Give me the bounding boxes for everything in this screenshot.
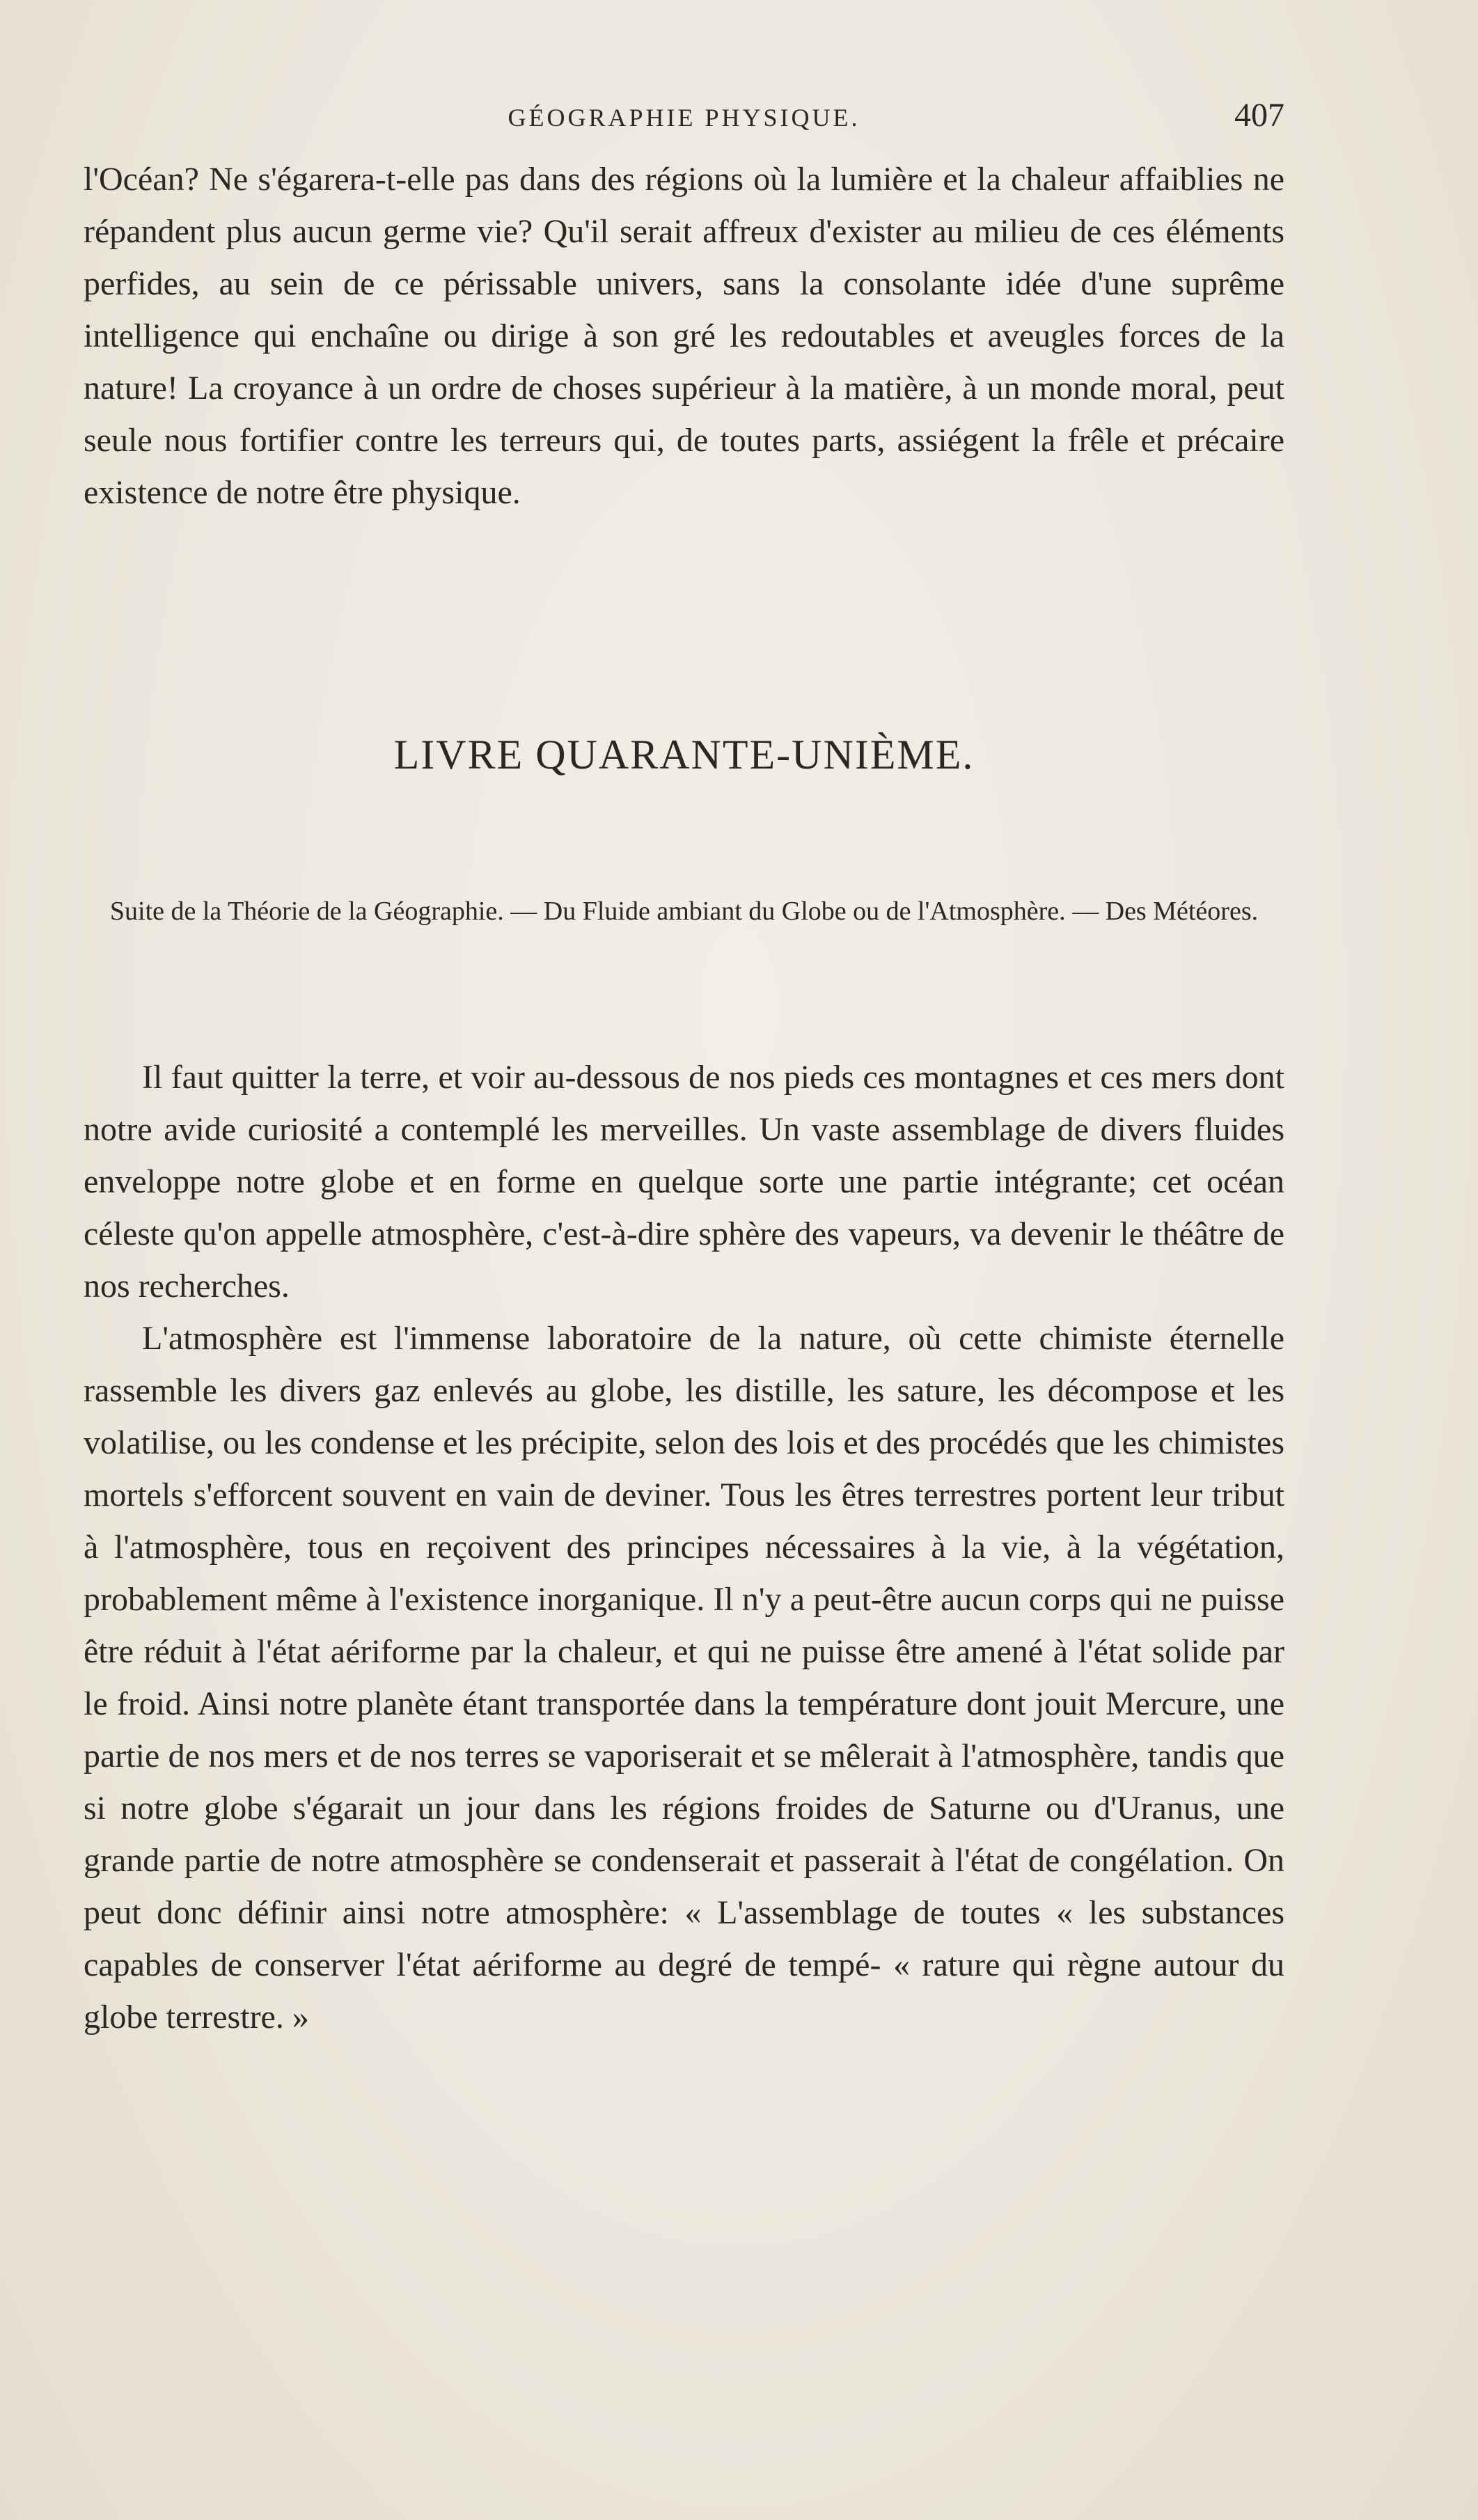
body-paragraph: L'atmosphère est l'immense laboratoire de la nature, où cette chimiste éternelle rassemble les divers gaz enlevés au globe, les distille, les sature, les décompose et les volatilise, ou les condense et les précipite, selon des lois et des procédés que les chimistes mortels s'efforcent souvent en vain de deviner. Tous les êtres terrestres portent leur tribut à l'atmosphère, tous en reçoivent des principes nécessaires à la vie, à la végétation, probablement même à l'existence inorganique. Il n'y a peut-être aucun corps qui ne puisse être réduit à l'état aériforme par la chaleur, et qui ne puisse être amené à l'état solide par le froid. Ainsi notre planète étant transportée dans la température dont jouit Mercure, une partie de nos mers et de nos terres se vaporiserait et se mêlerait à l'atmosphère, tandis que si notre globe s'égarait un jour dans les régions froides de Saturne ou d'Uranus, une grande partie de notre atmosphère se condenserait et passerait à l'état de congélation. On peut donc définir ainsi notre atmosphère: « L'assemblage de toutes « les substances capables de conserver l'état aériforme au degré de tempé- « rature qui règne autour du globe terrestre. » xyxy=(84,1320,1284,2035)
chapter-body xyxy=(84,1051,1284,2043)
page-number: 407 xyxy=(1234,97,1284,134)
chapter-summary: Suite de la Théorie de la Géographie. — Du Fluide ambiant du Globe ou de l'Atmosphère. — Des Météores. xyxy=(109,897,1259,926)
chapter-title: LIVRE QUARANTE-UNIÈME. xyxy=(393,732,975,778)
running-title: GÉOGRAPHIE PHYSIQUE. xyxy=(508,104,860,132)
body-paragraph: Il faut quitter la terre, et voir au-dessous de nos pieds ces montagnes et ces mers dont notre avide curiosité a contemplé les merveilles. Un vaste assemblage de divers fluides enveloppe notre globe et en forme en quelque sorte une partie intégrante; cet océan céleste qu'on appelle atmosphère, c'est-à-dire sphère des vapeurs, va devenir le théâtre de nos recherches. xyxy=(84,1059,1284,1305)
opening-paragraph: l'Océan? Ne s'égarera-t-elle pas dans des régions où la lumière et la chaleur affaiblies ne répandent plus aucun germe vie? Qu'il serait affreux d'exister au milieu de ces éléments perfides, au sein de ce périssable univers, sans la consolante idée d'une suprême intelligence qui enchaîne ou dirige à son gré les redoutables et aveugles forces de la nature! La croyance à un ordre de choses supérieur à la matière, à un monde moral, peut seule nous fortifier contre les terreurs qui, de toutes parts, assiégent la frêle et précaire existence de notre être physique. xyxy=(84,161,1284,511)
running-head xyxy=(84,96,1284,138)
opening-text xyxy=(84,153,1284,519)
